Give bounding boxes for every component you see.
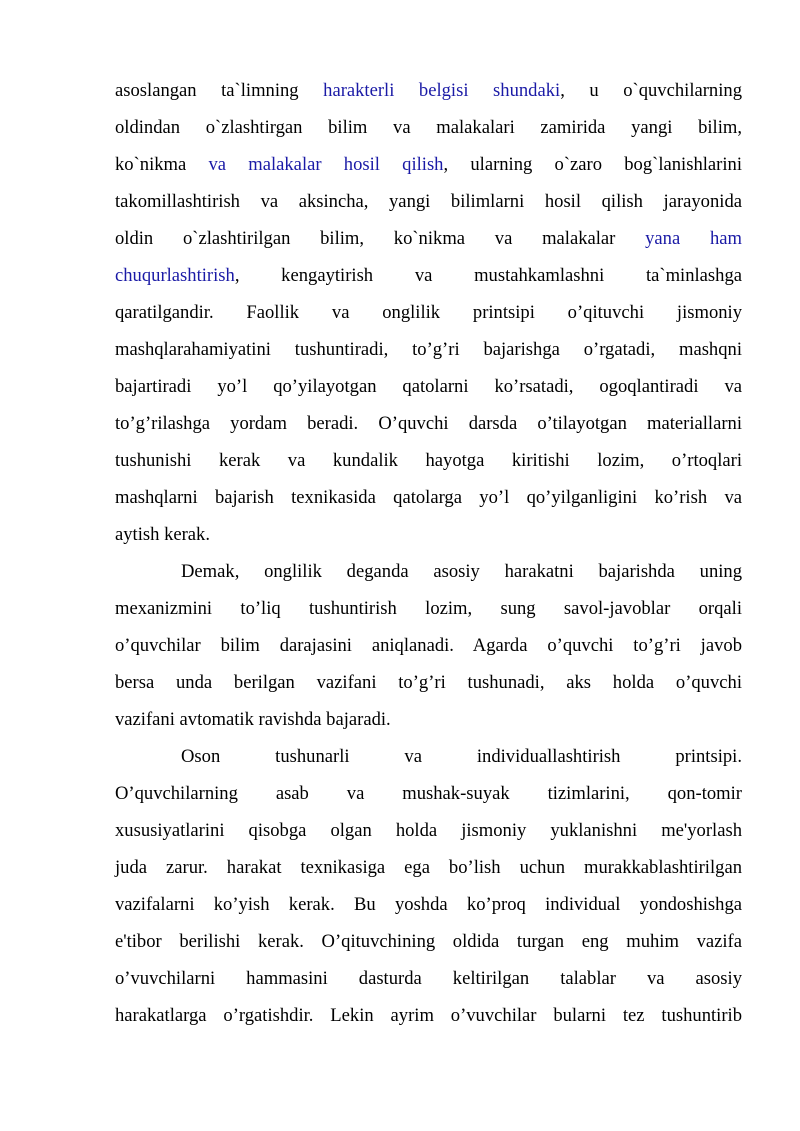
- text-line: [115, 849, 742, 886]
- text-segment: aytish kerak.: [115, 524, 211, 545]
- text-line: [115, 701, 742, 738]
- text-line: [115, 627, 742, 664]
- text-line: [115, 886, 742, 923]
- text-line: [115, 257, 742, 294]
- text-line: [115, 775, 742, 812]
- text-line: [115, 331, 742, 368]
- text-line: [115, 516, 742, 553]
- text-segment: Oson tushunarli va individuallashtirish printsipi.: [181, 746, 742, 767]
- text-segment: takomillashtirish va aksincha, yangi bilimlarni hosil qilish jarayonida: [115, 191, 742, 212]
- text-line: [115, 72, 742, 109]
- text-line: [115, 479, 742, 516]
- highlighted-phrase: chuqurlashtirish: [115, 265, 235, 286]
- text-line: [115, 294, 742, 331]
- document-body: [115, 72, 742, 1034]
- highlighted-phrase: harakterli belgisi shundaki: [323, 80, 561, 101]
- text-segment: vazifalarni ko’yish kerak. Bu yoshda ko’proq individual yondoshishga: [115, 894, 742, 915]
- text-line: [115, 590, 742, 627]
- text-line: [115, 146, 742, 183]
- text-line: [115, 664, 742, 701]
- text-line: [115, 997, 742, 1034]
- text-segment: mashqlarni bajarish texnikasida qatolarga yo’l qo’yilganligini ko’rish va: [115, 487, 742, 508]
- text-segment: bajartiradi yo’l qo’yilayotgan qatolarni ko’rsatadi, ogoqlantiradi va: [115, 376, 742, 397]
- text-line: [115, 109, 742, 146]
- text-segment: mexanizmini to’liq tushuntirish lozim, sung savol-javoblar orqali: [115, 598, 742, 619]
- text-segment: oldindan o`zlashtirgan bilim va malakalari zamirida yangi bilim,: [115, 117, 742, 138]
- highlighted-phrase: va malakalar hosil qilish: [208, 154, 444, 175]
- text-line: [115, 220, 742, 257]
- text-segment: harakatlarga o’rgatishdir. Lekin ayrim o’vuvchilar bularni tez tushuntirib: [115, 1005, 742, 1026]
- highlighted-phrase: yana ham: [645, 228, 742, 249]
- text-segment: o’quvchilar bilim darajasini aniqlanadi. Agarda o’quvchi to’g’ri javob: [115, 635, 742, 656]
- text-segment: , u o`quvchilarning: [560, 80, 742, 101]
- text-line: [115, 738, 742, 775]
- text-line: [115, 553, 742, 590]
- text-segment: mashqlarahamiyatini tushuntiradi, to’g’ri bajarishga o’rgatadi, mashqni: [115, 339, 742, 360]
- text-segment: xususiyatlarini qisobga olgan holda jismoniy yuklanishni me'yorlash: [115, 820, 742, 841]
- text-segment: to’g’rilashga yordam beradi. O’quvchi darsda o’tilayotgan materiallarni: [115, 413, 742, 434]
- text-line: [115, 960, 742, 997]
- text-line: [115, 923, 742, 960]
- text-segment: O’quvchilarning asab va mushak-suyak tizimlarini, qon-tomir: [115, 783, 742, 804]
- text-segment: , kengaytirish va mustahkamlashni ta`minlashga: [234, 265, 742, 286]
- text-segment: qaratilgandir. Faollik va onglilik printsipi o’qituvchi jismoniy: [115, 302, 742, 323]
- text-line: [115, 405, 742, 442]
- text-segment: bersa unda berilgan vazifani to’g’ri tushunadi, aks holda o’quvchi: [115, 672, 742, 693]
- paragraph: [115, 72, 742, 553]
- text-line: [115, 442, 742, 479]
- text-segment: asoslangan ta`limning: [115, 80, 324, 101]
- text-line: [115, 368, 742, 405]
- text-segment: o’vuvchilarni hammasini dasturda keltirilgan talablar va asosiy: [115, 968, 742, 989]
- text-line: [115, 183, 742, 220]
- text-line: [115, 812, 742, 849]
- text-segment: vazifani avtomatik ravishda bajaradi.: [115, 709, 391, 730]
- paragraph: [115, 553, 742, 738]
- text-segment: , ularning o`zaro bog`lanishlarini: [443, 154, 742, 175]
- paragraph: [115, 738, 742, 1034]
- text-segment: oldin o`zlashtirilgan bilim, ko`nikma va malakalar: [115, 228, 646, 249]
- text-segment: tushunishi kerak va kundalik hayotga kiritishi lozim, o’rtoqlari: [115, 450, 742, 471]
- text-segment: ko`nikma: [115, 154, 209, 175]
- text-segment: e'tibor berilishi kerak. O’qituvchining oldida turgan eng muhim vazifa: [115, 931, 742, 952]
- text-segment: juda zarur. harakat texnikasiga ega bo’lish uchun murakkablashtirilgan: [115, 857, 742, 878]
- text-segment: Demak, onglilik deganda asosiy harakatni bajarishda uning: [181, 561, 742, 582]
- document-page: [115, 72, 742, 1034]
